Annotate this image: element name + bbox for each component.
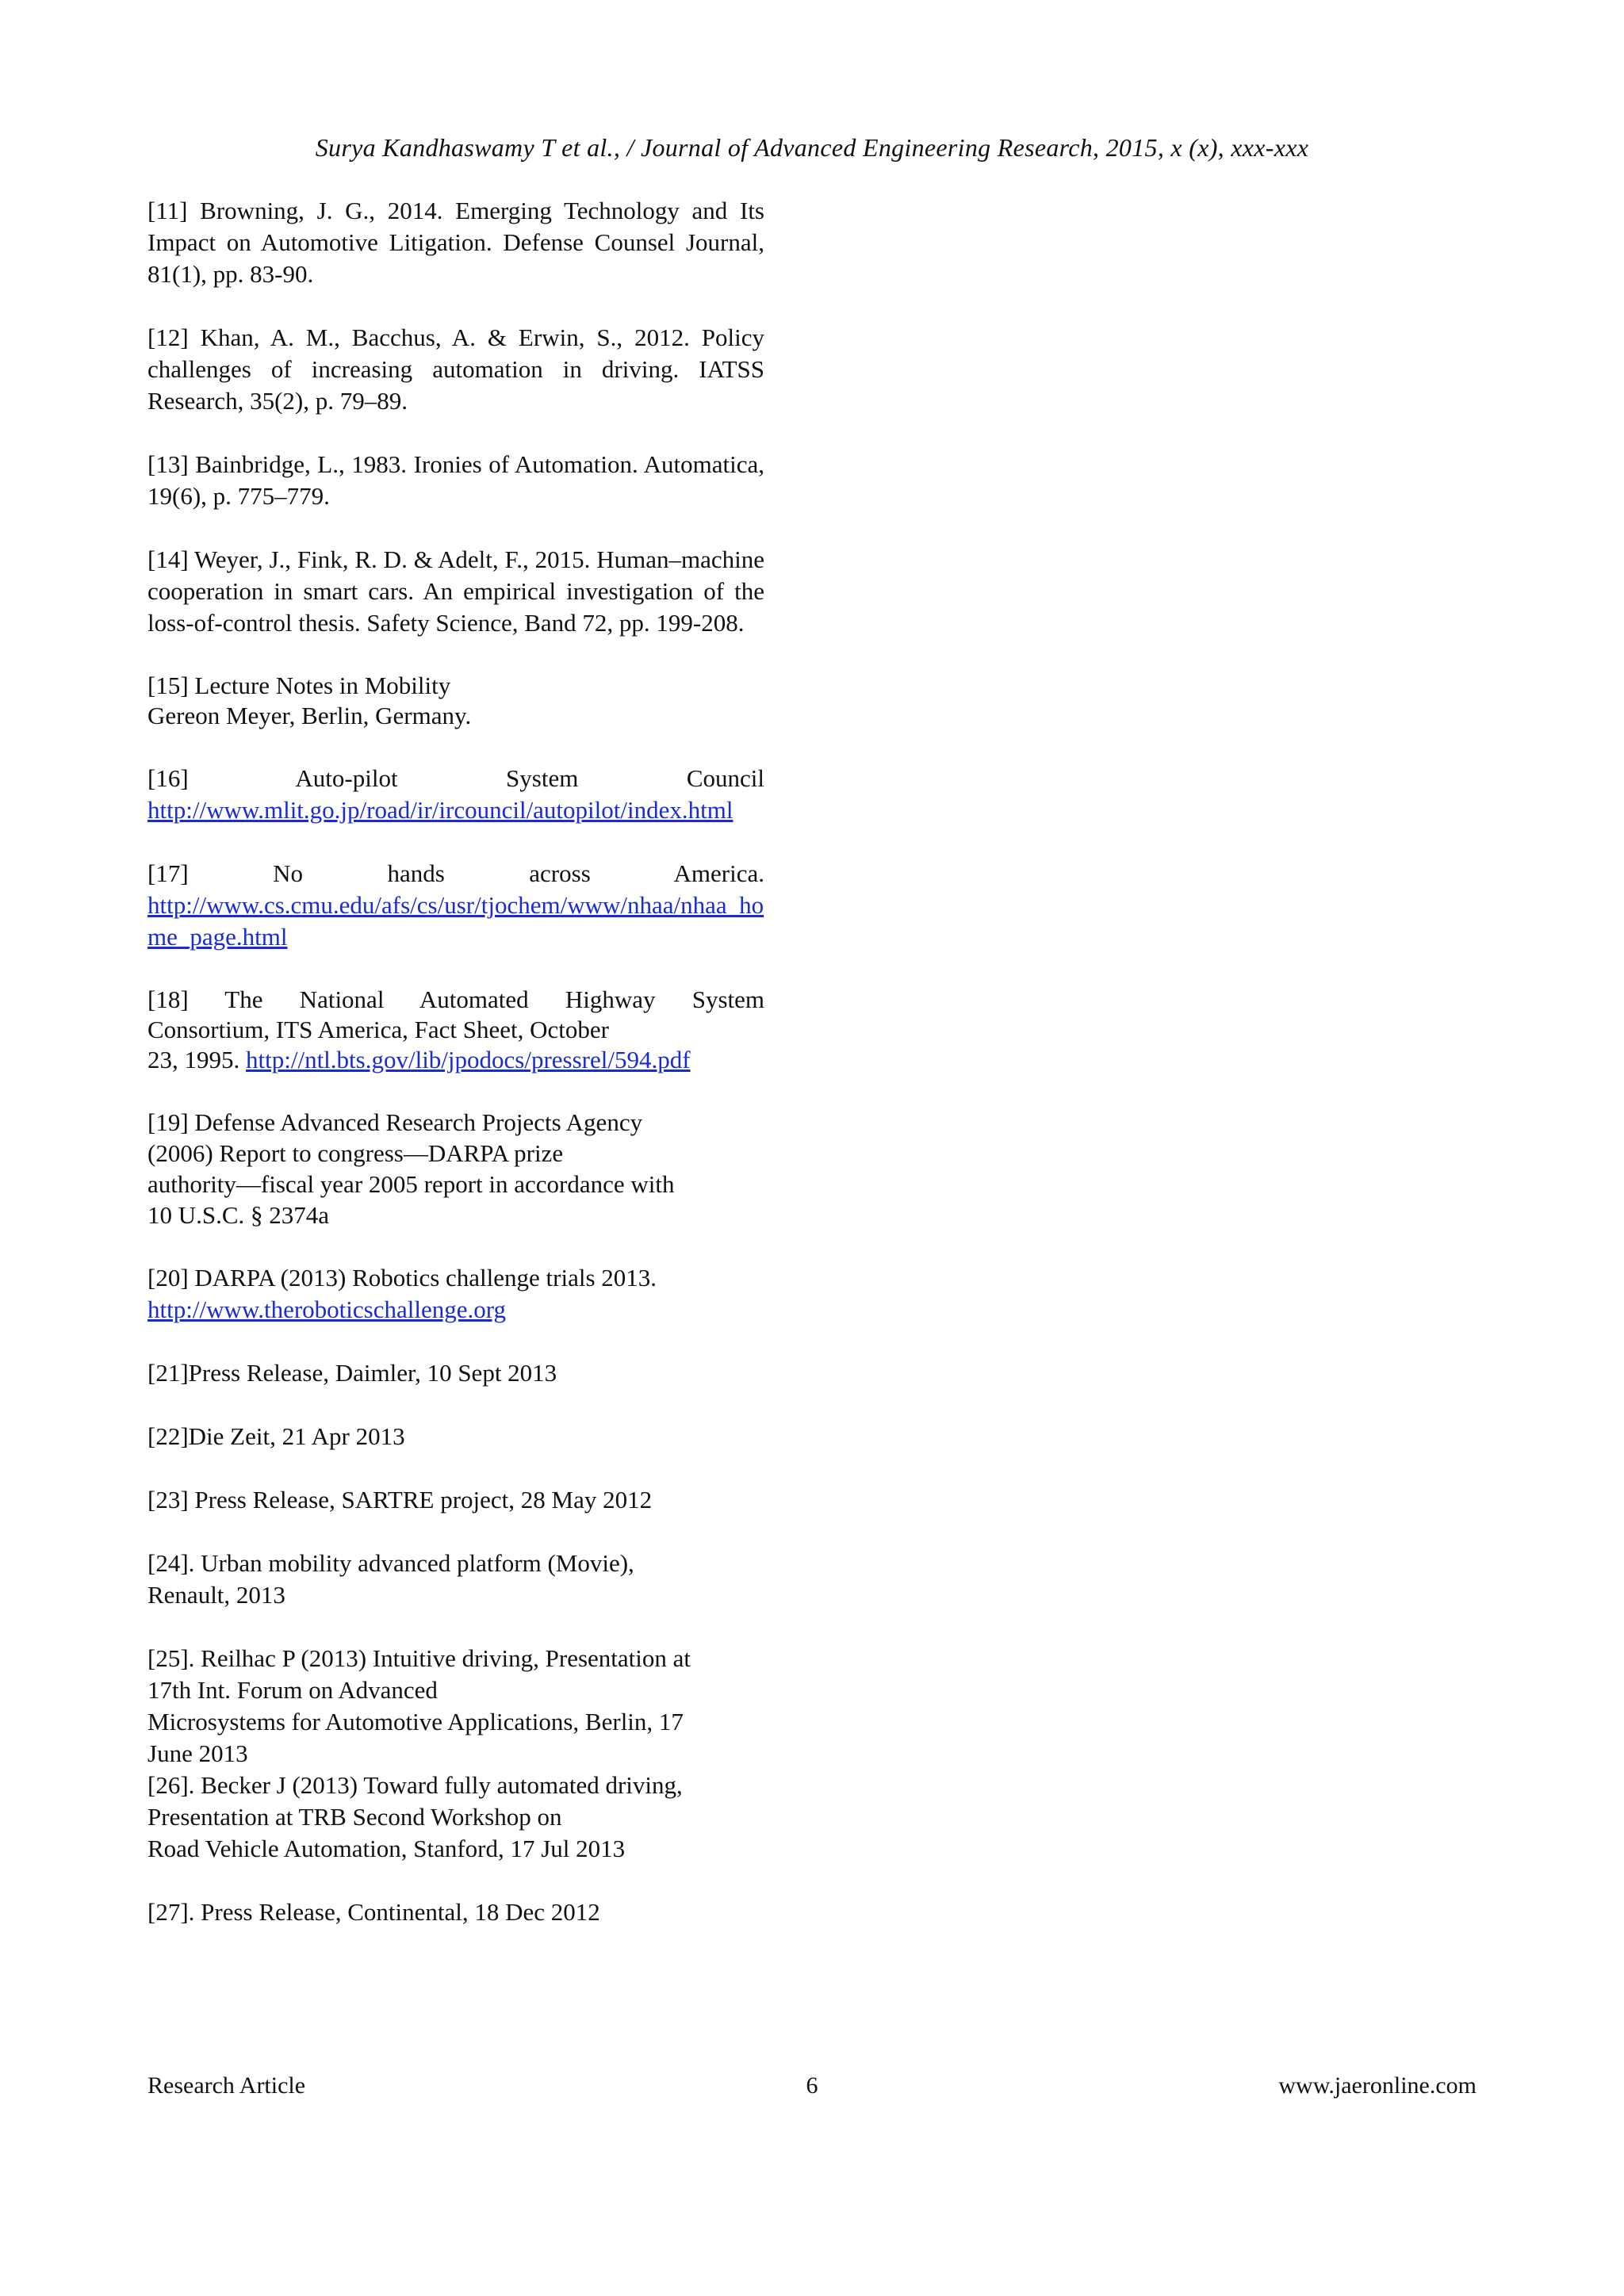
- reference-text: [14] Weyer, J., Fink, R. D. & Adelt, F., 2015. Human–machine cooperation in smart cars. An empirical investigation of the loss-of-control thesis. Safety Science, Band 72, pp. 199-208.: [147, 545, 764, 637]
- reference-text: [20] DARPA (2013) Robotics challenge trials 2013.: [147, 1264, 657, 1292]
- reference-24: [147, 1548, 764, 1611]
- reference-text: [27]. Press Release, Continental, 18 Dec 2012: [147, 1898, 600, 1926]
- reference-line: Presentation at TRB Second Workshop on: [147, 1803, 562, 1831]
- reference-22: [147, 1421, 764, 1452]
- reference-text: [22]Die Zeit, 21 Apr 2013: [147, 1422, 405, 1450]
- reference-line: Microsystems for Automotive Applications, Berlin, 17: [147, 1708, 684, 1735]
- reference-18: [147, 985, 764, 1075]
- reference-line: [19] Defense Advanced Research Projects Agency: [147, 1108, 643, 1136]
- reference-14: [147, 544, 764, 639]
- reference-line: 10 U.S.C. § 2374a: [147, 1201, 330, 1229]
- footer-website: www.jaeronline.com: [1278, 2072, 1477, 2099]
- reference-line-text: 23, 1995.: [147, 1046, 240, 1073]
- reference-27: [147, 1896, 764, 1928]
- reference-line: [18] The National Automated Highway System: [147, 985, 764, 1013]
- reference-20: [147, 1262, 764, 1326]
- reference-text: [21]Press Release, Daimler, 10 Sept 2013: [147, 1359, 557, 1387]
- page-footer: [147, 2072, 1477, 2104]
- reference-26: [147, 1770, 764, 1865]
- reference-13: [147, 449, 764, 512]
- reference-21: [147, 1357, 764, 1389]
- reference-link[interactable]: http://ntl.bts.gov/lib/jpodocs/pressrel/594.pdf: [246, 1046, 691, 1073]
- reference-line: [24]. Urban mobility advanced platform (Movie),: [147, 1549, 634, 1577]
- reference-15: [147, 671, 764, 731]
- reference-16: [147, 763, 764, 826]
- reference-line: [15] Lecture Notes in Mobility: [147, 672, 451, 699]
- references-list: [147, 195, 764, 1960]
- reference-line: [26]. Becker J (2013) Toward fully automated driving,: [147, 1771, 683, 1799]
- reference-text: [11] Browning, J. G., 2014. Emerging Technology and Its Impact on Automotive Litigation. Defense Counsel Journal, 81(1), pp. 83-90.: [147, 197, 764, 288]
- reference-link[interactable]: http://www.cs.cmu.edu/afs/cs/usr/tjochem/www/nhaa/nhaa_home_page.html: [147, 891, 764, 951]
- reference-link[interactable]: http://www.mlit.go.jp/road/ir/ircouncil/autopilot/index.html: [147, 796, 733, 824]
- footer-page-number: 6: [806, 2072, 818, 2099]
- reference-line: June 2013: [147, 1739, 248, 1767]
- reference-12: [147, 322, 764, 417]
- reference-line: (2006) Report to congress—DARPA prize: [147, 1139, 564, 1167]
- reference-17: [147, 858, 764, 953]
- reference-text: [17] No hands across America.: [147, 859, 764, 887]
- reference-line: Gereon Meyer, Berlin, Germany.: [147, 702, 472, 729]
- reference-25: [147, 1643, 764, 1770]
- reference-text: [23] Press Release, SARTRE project, 28 May 2012: [147, 1486, 653, 1513]
- reference-23: [147, 1484, 764, 1516]
- reference-text: [16] Auto-pilot System Council: [147, 764, 764, 792]
- running-header: Surya Kandhaswamy T et al., / Journal of Advanced Engineering Research, 2015, x (x), xxx-xxx: [315, 133, 1309, 162]
- reference-link[interactable]: http://www.theroboticschallenge.org: [147, 1295, 506, 1323]
- reference-text: [12] Khan, A. M., Bacchus, A. & Erwin, S., 2012. Policy challenges of increasing automation in driving. IATSS Research, 35(2), p. 79–89.: [147, 323, 764, 415]
- reference-line: Consortium, ITS America, Fact Sheet, October: [147, 1016, 609, 1043]
- reference-line: Road Vehicle Automation, Stanford, 17 Jul 2013: [147, 1835, 626, 1862]
- reference-line: Renault, 2013: [147, 1581, 285, 1609]
- reference-11: [147, 195, 764, 290]
- reference-line: [147, 1045, 764, 1075]
- reference-line: 17th Int. Forum on Advanced: [147, 1676, 438, 1704]
- reference-text: [13] Bainbridge, L., 1983. Ironies of Automation. Automatica, 19(6), p. 775–779.: [147, 450, 764, 510]
- footer-article-type: Research Article: [147, 2072, 306, 2099]
- reference-line: authority—fiscal year 2005 report in accordance with: [147, 1170, 675, 1198]
- reference-19: [147, 1107, 764, 1230]
- reference-line: [25]. Reilhac P (2013) Intuitive driving, Presentation at: [147, 1644, 691, 1672]
